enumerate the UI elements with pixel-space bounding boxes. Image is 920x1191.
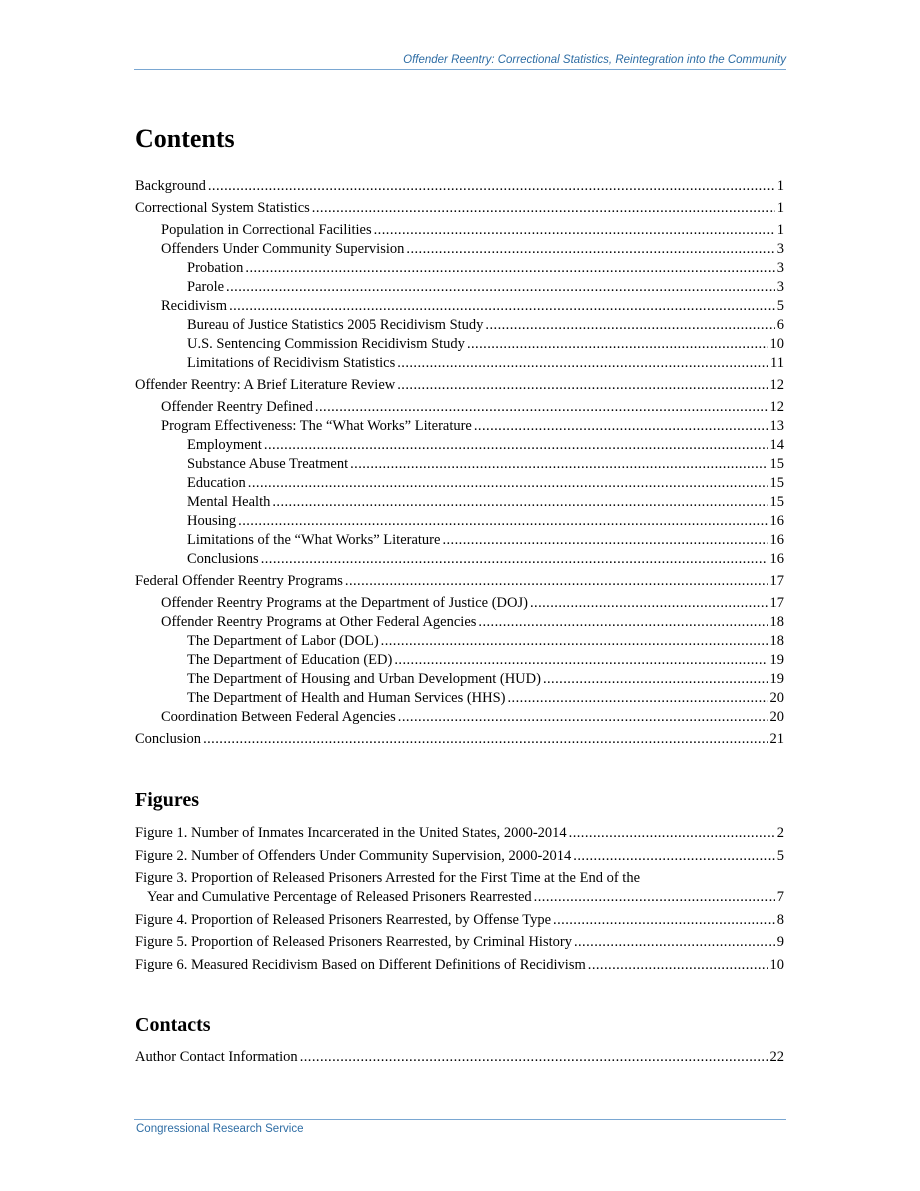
toc-entry-page-number: 13 xyxy=(769,418,784,434)
dot-leader xyxy=(238,512,767,531)
toc-entry-page-number: 2 xyxy=(776,825,784,841)
toc-entry-label: Offender Reentry Defined xyxy=(161,399,313,415)
toc-entry[interactable] xyxy=(135,651,784,670)
dot-leader xyxy=(573,847,774,866)
dot-leader xyxy=(312,199,775,218)
toc-entry-page-number: 15 xyxy=(769,456,784,472)
dot-leader xyxy=(467,335,768,354)
dot-leader xyxy=(553,911,775,930)
toc-entry-label: Conclusion xyxy=(135,731,202,747)
toc-entry-page-number: 1 xyxy=(776,178,784,194)
contacts-list xyxy=(135,1048,784,1067)
toc-entry-label: Recidivism xyxy=(161,298,228,314)
toc-entry-label: The Department of Labor (DOL) xyxy=(187,633,379,649)
toc-entry-label: Housing xyxy=(187,513,237,529)
dot-leader xyxy=(485,316,774,335)
toc-entry-page-number: 3 xyxy=(776,279,784,295)
dot-leader xyxy=(530,594,768,613)
toc-entry-label: Figure 2. Number of Offenders Under Community Supervision, 2000-2014 xyxy=(135,847,572,864)
toc-entry-label: Author Contact Information xyxy=(135,1049,298,1065)
toc-entry[interactable] xyxy=(135,689,784,708)
toc-entry-label: The Department of Education (ED) xyxy=(187,652,393,668)
dot-leader xyxy=(300,1048,768,1067)
dot-leader xyxy=(406,240,774,259)
toc-entry-label: Correctional System Statistics xyxy=(135,200,310,216)
dot-leader xyxy=(534,888,775,907)
toc-entry[interactable] xyxy=(135,278,784,297)
toc-entry-label: Offender Reentry Programs at Other Federal Agencies xyxy=(161,614,477,630)
figure-entry[interactable] xyxy=(135,956,784,975)
toc-entry-label: Limitations of Recidivism Statistics xyxy=(187,355,396,371)
toc-entry[interactable] xyxy=(135,221,784,240)
toc-entry-label: Background xyxy=(135,178,206,194)
toc-entry-page-number: 19 xyxy=(769,671,784,687)
toc-entry-page-number: 20 xyxy=(769,690,784,706)
figure-entry-label-line1: Figure 3. Proportion of Released Prisoners Arrested for the First Time at the End of the xyxy=(135,870,641,886)
footer-rule xyxy=(134,1119,786,1120)
toc-entry-page-number: 19 xyxy=(769,652,784,668)
toc-entry[interactable] xyxy=(135,613,784,632)
toc-entry-label: Substance Abuse Treatment xyxy=(187,456,349,472)
footer-publisher: Congressional Research Service xyxy=(136,1123,304,1135)
toc-entry-label: Figure 4. Proportion of Released Prisoners Rearrested, by Offense Type xyxy=(135,911,552,928)
dot-leader xyxy=(261,550,768,569)
contents-heading: Contents xyxy=(135,124,235,153)
toc-entry[interactable] xyxy=(135,177,784,196)
toc-entry-label: Bureau of Justice Statistics 2005 Recidivism Study xyxy=(187,317,484,333)
toc-entry-label: Probation xyxy=(187,260,244,276)
toc-entry[interactable] xyxy=(135,474,784,493)
figure-entry[interactable] xyxy=(135,911,784,930)
toc-entry-label: Year and Cumulative Percentage of Released Prisoners Rearrested xyxy=(147,889,532,905)
toc-entry-page-number: 20 xyxy=(769,709,784,725)
toc-entry[interactable] xyxy=(135,572,784,591)
toc-entry-page-number: 12 xyxy=(769,377,784,393)
toc-entry-label: Parole xyxy=(187,279,225,295)
toc-entry-page-number: 5 xyxy=(776,298,784,314)
dot-leader xyxy=(203,730,767,749)
dot-leader xyxy=(397,354,768,373)
toc-entry-label: Employment xyxy=(187,437,262,453)
figure-entry[interactable] xyxy=(135,933,784,952)
dot-leader xyxy=(381,632,768,651)
toc-entry[interactable] xyxy=(135,199,784,218)
toc-entry-page-number: 15 xyxy=(769,475,784,491)
toc-entry-page-number: 12 xyxy=(769,399,784,415)
toc-entry[interactable] xyxy=(135,493,784,512)
contact-entry[interactable] xyxy=(135,1048,784,1067)
toc-entry[interactable] xyxy=(135,398,784,417)
dot-leader xyxy=(229,297,775,316)
toc-entry-label: The Department of Housing and Urban Development (HUD) xyxy=(187,671,541,687)
toc-entry-page-number: 11 xyxy=(770,355,784,371)
dot-leader xyxy=(442,531,767,550)
figures-heading: Figures xyxy=(135,789,200,811)
dot-leader xyxy=(398,708,768,727)
dot-leader xyxy=(374,221,775,240)
toc-entry[interactable] xyxy=(135,436,784,455)
toc-entry[interactable] xyxy=(135,455,784,474)
figure-entry[interactable] xyxy=(135,869,784,907)
toc-entry-page-number: 17 xyxy=(769,573,784,589)
contents-list xyxy=(135,174,784,749)
dot-leader xyxy=(264,436,768,455)
toc-entry-label: Offender Reentry: A Brief Literature Review xyxy=(135,377,396,393)
toc-entry[interactable] xyxy=(135,240,784,259)
dot-leader xyxy=(272,493,767,512)
toc-entry-page-number: 5 xyxy=(776,847,784,864)
toc-entry-page-number: 8 xyxy=(776,911,784,928)
toc-entry-page-number: 7 xyxy=(776,889,784,905)
toc-entry-label: Coordination Between Federal Agencies xyxy=(161,709,396,725)
toc-entry-page-number: 22 xyxy=(769,1049,784,1065)
toc-entry-label: Federal Offender Reentry Programs xyxy=(135,573,343,589)
figure-entry-continuation[interactable] xyxy=(135,888,784,907)
toc-entry-page-number: 18 xyxy=(769,633,784,649)
toc-entry-page-number: 1 xyxy=(776,200,784,216)
dot-leader xyxy=(345,572,768,591)
toc-entry-page-number: 16 xyxy=(769,532,784,548)
dot-leader xyxy=(474,417,768,436)
figure-entry[interactable] xyxy=(135,847,784,866)
toc-entry-label: Limitations of the “What Works” Literature xyxy=(187,532,441,548)
toc-entry-page-number: 10 xyxy=(769,336,784,352)
toc-entry[interactable] xyxy=(135,594,784,613)
dot-leader xyxy=(245,259,774,278)
dot-leader xyxy=(248,474,768,493)
toc-entry-page-number: 17 xyxy=(769,595,784,611)
toc-entry[interactable] xyxy=(135,354,784,373)
toc-entry-label: The Department of Health and Human Services (HHS) xyxy=(187,690,506,706)
toc-entry[interactable] xyxy=(135,417,784,436)
toc-entry[interactable] xyxy=(135,335,784,354)
toc-entry[interactable] xyxy=(135,730,784,749)
toc-entry-page-number: 18 xyxy=(769,614,784,630)
dot-leader xyxy=(350,455,767,474)
toc-entry-label: Figure 1. Number of Inmates Incarcerated in the United States, 2000-2014 xyxy=(135,825,567,841)
toc-entry-page-number: 9 xyxy=(776,934,784,950)
toc-entry-label: Program Effectiveness: The “What Works” Literature xyxy=(161,418,472,434)
toc-entry[interactable] xyxy=(135,316,784,335)
dot-leader xyxy=(569,824,775,843)
dot-leader xyxy=(397,376,767,395)
toc-entry[interactable] xyxy=(135,376,784,395)
dot-leader xyxy=(315,398,768,417)
dot-leader xyxy=(208,177,775,196)
toc-entry-page-number: 15 xyxy=(769,494,784,510)
toc-entry-page-number: 3 xyxy=(776,260,784,276)
toc-entry-label: Education xyxy=(187,475,246,491)
toc-entry-label: Figure 6. Measured Recidivism Based on Different Definitions of Recidivism xyxy=(135,956,586,973)
toc-entry-page-number: 21 xyxy=(769,731,784,747)
toc-entry[interactable] xyxy=(135,670,784,689)
toc-entry-page-number: 3 xyxy=(776,241,784,257)
toc-entry[interactable] xyxy=(135,531,784,550)
toc-entry-page-number: 6 xyxy=(776,317,784,333)
running-header: Offender Reentry: Correctional Statistics, Reintegration into the Community xyxy=(134,54,786,70)
toc-entry-page-number: 1 xyxy=(776,222,784,238)
toc-entry[interactable] xyxy=(135,550,784,569)
toc-entry-label: Population in Correctional Facilities xyxy=(161,222,372,238)
toc-entry-page-number: 16 xyxy=(769,551,784,567)
toc-entry-label: Offender Reentry Programs at the Department of Justice (DOJ) xyxy=(161,595,528,611)
dot-leader xyxy=(226,278,775,297)
dot-leader xyxy=(478,613,767,632)
dot-leader xyxy=(588,956,768,975)
toc-entry-label: Figure 5. Proportion of Released Prisoners Rearrested, by Criminal History xyxy=(135,934,572,950)
toc-entry-label: Mental Health xyxy=(187,494,271,510)
contacts-heading: Contacts xyxy=(135,1014,211,1036)
toc-entry[interactable] xyxy=(135,297,784,316)
toc-entry-label: Conclusions xyxy=(187,551,259,567)
dot-leader xyxy=(508,689,768,708)
toc-entry-page-number: 10 xyxy=(769,956,784,973)
figure-entry[interactable] xyxy=(135,824,784,843)
figures-list xyxy=(135,824,784,978)
toc-entry[interactable] xyxy=(135,708,784,727)
dot-leader xyxy=(543,670,768,689)
toc-entry-label: U.S. Sentencing Commission Recidivism Study xyxy=(187,336,465,352)
toc-entry[interactable] xyxy=(135,632,784,651)
toc-entry-page-number: 16 xyxy=(769,513,784,529)
toc-entry-page-number: 14 xyxy=(769,437,784,453)
toc-entry[interactable] xyxy=(135,259,784,278)
toc-entry-label: Offenders Under Community Supervision xyxy=(161,241,405,257)
dot-leader xyxy=(394,651,767,670)
toc-entry[interactable] xyxy=(135,512,784,531)
dot-leader xyxy=(574,933,775,952)
